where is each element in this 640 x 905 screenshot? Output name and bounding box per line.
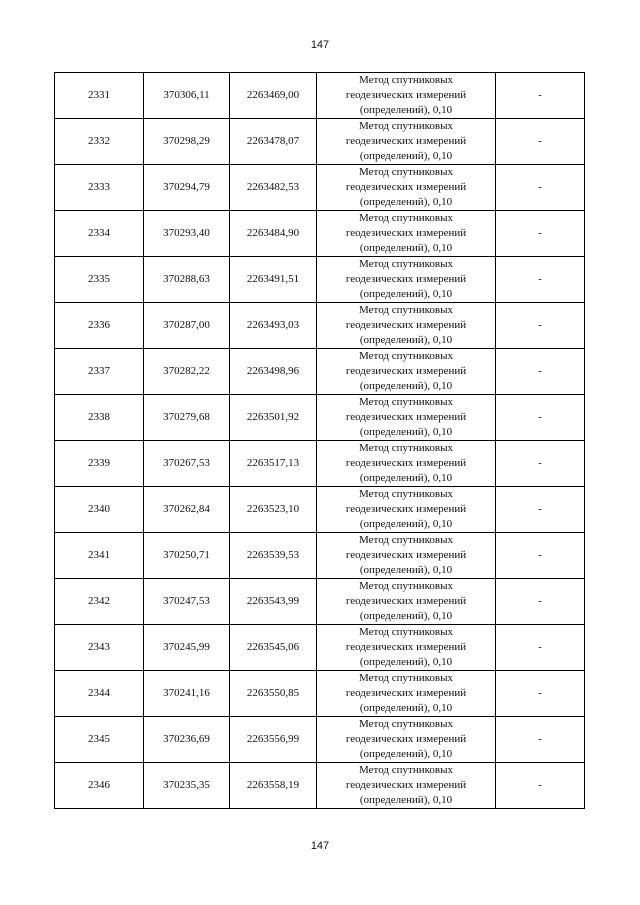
method-cell [317,349,496,395]
method-line: Метод спутниковых [359,442,453,454]
method-line: (определений), 0,10 [359,196,453,208]
y-coordinate-cell: 2263493,03 [230,303,317,349]
method-cell [317,73,496,119]
y-coordinate-cell: 2263523,10 [230,487,317,533]
note-cell: - [496,211,585,257]
point-number-cell: 2331 [55,73,144,119]
table-row [55,579,585,625]
method-line: геодезических измерений [345,365,467,377]
method-line: (определений), 0,10 [359,334,453,346]
x-coordinate-cell: 370298,29 [144,119,230,165]
method-line: Метод спутниковых [359,580,453,592]
point-number-cell: 2334 [55,211,144,257]
method-line: геодезических измерений [345,779,467,791]
x-coordinate-cell: 370267,53 [144,441,230,487]
method-line: геодезических измерений [345,227,467,239]
method-line: Метод спутниковых [359,488,453,500]
point-number-cell: 2340 [55,487,144,533]
note-cell: - [496,165,585,211]
note-cell: - [496,119,585,165]
point-number-cell: 2335 [55,257,144,303]
x-coordinate-cell: 370262,84 [144,487,230,533]
y-coordinate-cell: 2263558,19 [230,763,317,809]
method-line: (определений), 0,10 [359,794,453,806]
method-line: Метод спутниковых [359,74,453,86]
method-line: геодезических измерений [345,89,467,101]
method-line: геодезических измерений [345,273,467,285]
method-line: геодезических измерений [345,411,467,423]
method-line: (определений), 0,10 [359,472,453,484]
y-coordinate-cell: 2263491,51 [230,257,317,303]
y-coordinate-cell: 2263550,85 [230,671,317,717]
y-coordinate-cell: 2263484,90 [230,211,317,257]
note-cell: - [496,717,585,763]
method-cell [317,487,496,533]
table-row [55,671,585,717]
method-cell [317,671,496,717]
method-line: Метод спутниковых [359,350,453,362]
method-line: геодезических измерений [345,181,467,193]
note-cell: - [496,671,585,717]
table-row [55,303,585,349]
table-row [55,533,585,579]
method-line: геодезических измерений [345,457,467,469]
note-cell: - [496,395,585,441]
method-line: (определений), 0,10 [359,610,453,622]
method-line: Метод спутниковых [359,120,453,132]
method-line: Метод спутниковых [359,396,453,408]
table-row [55,441,585,487]
method-cell [317,441,496,487]
point-number-cell: 2338 [55,395,144,441]
y-coordinate-cell: 2263543,99 [230,579,317,625]
note-cell: - [496,441,585,487]
y-coordinate-cell: 2263469,00 [230,73,317,119]
method-line: Метод спутниковых [359,258,453,270]
method-line: геодезических измерений [345,733,467,745]
method-line: Метод спутниковых [359,626,453,638]
table-row [55,763,585,809]
method-cell [317,119,496,165]
method-line: Метод спутниковых [359,212,453,224]
x-coordinate-cell: 370306,11 [144,73,230,119]
x-coordinate-cell: 370282,22 [144,349,230,395]
table-row [55,487,585,533]
point-number-cell: 2339 [55,441,144,487]
method-cell [317,211,496,257]
method-line: (определений), 0,10 [359,748,453,760]
x-coordinate-cell: 370279,68 [144,395,230,441]
note-cell: - [496,625,585,671]
note-cell: - [496,257,585,303]
y-coordinate-cell: 2263498,96 [230,349,317,395]
method-line: (определений), 0,10 [359,380,453,392]
method-line: геодезических измерений [345,503,467,515]
y-coordinate-cell: 2263539,53 [230,533,317,579]
y-coordinate-cell: 2263545,06 [230,625,317,671]
point-number-cell: 2346 [55,763,144,809]
method-cell [317,625,496,671]
method-cell [317,579,496,625]
method-line: Метод спутниковых [359,534,453,546]
table-row [55,625,585,671]
point-number-cell: 2332 [55,119,144,165]
method-line: геодезических измерений [345,549,467,561]
coordinates-table [54,72,585,809]
note-cell: - [496,487,585,533]
method-cell [317,257,496,303]
method-line: Метод спутниковых [359,166,453,178]
note-cell: - [496,303,585,349]
method-line: Метод спутниковых [359,304,453,316]
table-row [55,257,585,303]
table-row [55,73,585,119]
point-number-cell: 2343 [55,625,144,671]
x-coordinate-cell: 370250,71 [144,533,230,579]
method-line: (определений), 0,10 [359,426,453,438]
table-row [55,395,585,441]
table-body [55,73,585,809]
point-number-cell: 2336 [55,303,144,349]
point-number-cell: 2344 [55,671,144,717]
method-line: Метод спутниковых [359,718,453,730]
point-number-cell: 2341 [55,533,144,579]
method-line: геодезических измерений [345,595,467,607]
x-coordinate-cell: 370288,63 [144,257,230,303]
method-cell [317,395,496,441]
method-line: (определений), 0,10 [359,564,453,576]
method-line: геодезических измерений [345,135,467,147]
method-line: (определений), 0,10 [359,288,453,300]
method-cell [317,717,496,763]
table-row [55,165,585,211]
x-coordinate-cell: 370245,99 [144,625,230,671]
method-line: (определений), 0,10 [359,702,453,714]
method-line: (определений), 0,10 [359,518,453,530]
x-coordinate-cell: 370235,35 [144,763,230,809]
method-line: (определений), 0,10 [359,656,453,668]
method-line: (определений), 0,10 [359,242,453,254]
page-number-bottom: 147 [310,840,330,852]
point-number-cell: 2333 [55,165,144,211]
method-cell [317,763,496,809]
y-coordinate-cell: 2263501,92 [230,395,317,441]
note-cell: - [496,533,585,579]
method-line: геодезических измерений [345,641,467,653]
table-row [55,211,585,257]
method-line: геодезических измерений [345,319,467,331]
table-row [55,717,585,763]
point-number-cell: 2337 [55,349,144,395]
y-coordinate-cell: 2263556,99 [230,717,317,763]
x-coordinate-cell: 370241,16 [144,671,230,717]
y-coordinate-cell: 2263478,07 [230,119,317,165]
method-cell [317,533,496,579]
note-cell: - [496,579,585,625]
method-cell [317,303,496,349]
note-cell: - [496,763,585,809]
y-coordinate-cell: 2263517,13 [230,441,317,487]
method-line: (определений), 0,10 [359,150,453,162]
x-coordinate-cell: 370287,00 [144,303,230,349]
x-coordinate-cell: 370247,53 [144,579,230,625]
page-number-top: 147 [310,39,330,51]
note-cell: - [496,73,585,119]
table-row [55,349,585,395]
method-cell [317,165,496,211]
table-row [55,119,585,165]
x-coordinate-cell: 370294,79 [144,165,230,211]
method-line: (определений), 0,10 [359,104,453,116]
method-line: Метод спутниковых [359,764,453,776]
point-number-cell: 2345 [55,717,144,763]
method-line: геодезических измерений [345,687,467,699]
y-coordinate-cell: 2263482,53 [230,165,317,211]
note-cell: - [496,349,585,395]
x-coordinate-cell: 370293,40 [144,211,230,257]
method-line: Метод спутниковых [359,672,453,684]
x-coordinate-cell: 370236,69 [144,717,230,763]
point-number-cell: 2342 [55,579,144,625]
